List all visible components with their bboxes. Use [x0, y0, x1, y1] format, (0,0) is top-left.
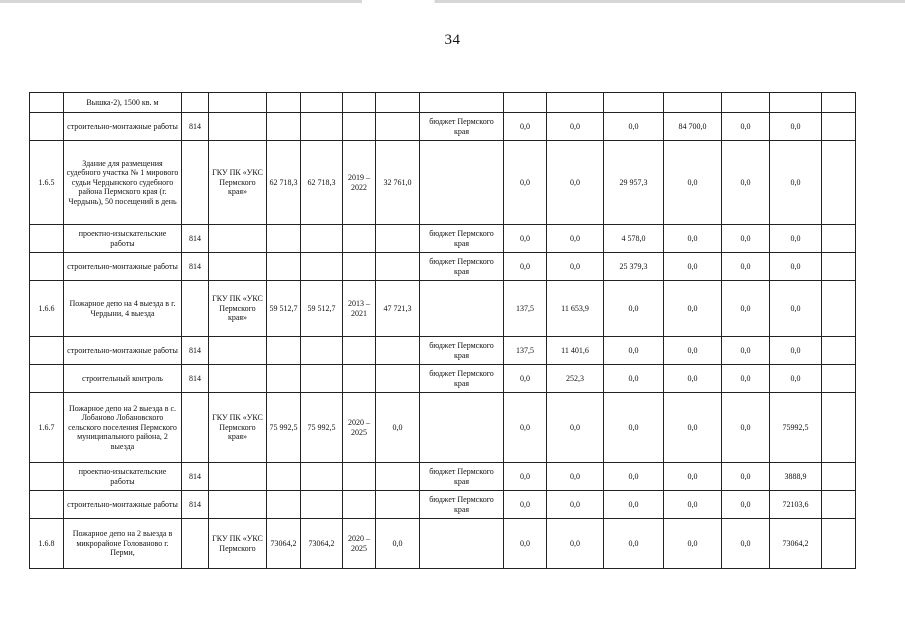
row-organization: ГКУ ПК «УКС Пермского	[209, 519, 267, 569]
row-year-4: 0,0	[664, 253, 722, 281]
row-value: 62 718,3	[301, 141, 343, 225]
row-value	[301, 225, 343, 253]
row-year-3	[604, 93, 664, 113]
row-cost	[267, 365, 301, 393]
row-year-5	[722, 93, 770, 113]
scan-edge	[0, 0, 905, 3]
row-year-1: 0,0	[504, 519, 547, 569]
row-code: 814	[182, 463, 209, 491]
row-id: 1.6.5	[30, 141, 64, 225]
row-year-7	[822, 463, 856, 491]
row-year-2: 0,0	[547, 141, 604, 225]
row-id	[30, 491, 64, 519]
row-year-5: 0,0	[722, 337, 770, 365]
row-year-4: 0,0	[664, 365, 722, 393]
row-year-6: 73064,2	[770, 519, 822, 569]
row-funding-source	[420, 141, 504, 225]
table-row	[30, 463, 856, 491]
row-year-1: 0,0	[504, 113, 547, 141]
row-year-7	[822, 519, 856, 569]
row-year-3: 4 578,0	[604, 225, 664, 253]
row-code: 814	[182, 337, 209, 365]
row-value: 59 512,7	[301, 281, 343, 337]
row-code: 814	[182, 113, 209, 141]
row-funding-source	[420, 93, 504, 113]
row-year-3: 29 957,3	[604, 141, 664, 225]
row-cost: 62 718,3	[267, 141, 301, 225]
row-amount-initial	[376, 113, 420, 141]
row-id: 1.6.7	[30, 393, 64, 463]
row-year-4: 0,0	[664, 463, 722, 491]
row-year-3: 0,0	[604, 281, 664, 337]
row-id	[30, 365, 64, 393]
row-year-2: 0,0	[547, 491, 604, 519]
row-funding-source: бюджет Пермского края	[420, 113, 504, 141]
row-amount-initial	[376, 337, 420, 365]
row-cost	[267, 463, 301, 491]
row-year-7	[822, 491, 856, 519]
row-year-3: 0,0	[604, 365, 664, 393]
row-amount-initial	[376, 491, 420, 519]
row-year-5: 0,0	[722, 113, 770, 141]
row-organization	[209, 113, 267, 141]
row-id	[30, 225, 64, 253]
row-year-6: 75992,5	[770, 393, 822, 463]
row-name: строительно-монтажные работы	[64, 253, 182, 281]
row-amount-initial: 0,0	[376, 519, 420, 569]
row-year-5: 0,0	[722, 225, 770, 253]
row-organization	[209, 253, 267, 281]
table-row	[30, 281, 856, 337]
row-period	[343, 365, 376, 393]
row-year-4: 84 700,0	[664, 113, 722, 141]
row-name: Здание для размещения судебного участка № 1 мирового судьи Чердынского судебного района Пермского края (г. Чердынь), 50 посещений в день	[64, 141, 182, 225]
row-organization: ГКУ ПК «УКС Пермского края»	[209, 393, 267, 463]
row-year-7	[822, 365, 856, 393]
row-organization	[209, 491, 267, 519]
row-name: проектно-изыскательские работы	[64, 463, 182, 491]
row-year-7	[822, 225, 856, 253]
row-cost	[267, 225, 301, 253]
row-organization	[209, 365, 267, 393]
table-row	[30, 141, 856, 225]
row-year-4: 0,0	[664, 141, 722, 225]
row-id	[30, 463, 64, 491]
row-year-6: 3888,9	[770, 463, 822, 491]
row-code	[182, 141, 209, 225]
row-code: 814	[182, 253, 209, 281]
budget-table	[29, 92, 856, 569]
table-row	[30, 93, 856, 113]
row-year-1: 0,0	[504, 463, 547, 491]
row-amount-initial: 47 721,3	[376, 281, 420, 337]
row-name: строительно-монтажные работы	[64, 337, 182, 365]
row-year-1: 0,0	[504, 253, 547, 281]
row-name: строительно-монтажные работы	[64, 113, 182, 141]
row-code	[182, 519, 209, 569]
row-year-3: 0,0	[604, 491, 664, 519]
row-period	[343, 93, 376, 113]
row-year-3: 0,0	[604, 463, 664, 491]
row-year-7	[822, 253, 856, 281]
table-row	[30, 393, 856, 463]
row-year-1: 0,0	[504, 365, 547, 393]
row-year-6: 0,0	[770, 253, 822, 281]
row-year-5: 0,0	[722, 393, 770, 463]
row-year-5: 0,0	[722, 365, 770, 393]
row-year-5: 0,0	[722, 141, 770, 225]
row-funding-source: бюджет Пермского края	[420, 337, 504, 365]
row-year-6: 0,0	[770, 141, 822, 225]
row-code: 814	[182, 491, 209, 519]
row-year-6: 0,0	[770, 281, 822, 337]
row-code: 814	[182, 225, 209, 253]
row-value	[301, 253, 343, 281]
row-year-3: 0,0	[604, 393, 664, 463]
row-value	[301, 491, 343, 519]
row-id	[30, 93, 64, 113]
row-period	[343, 337, 376, 365]
row-year-4: 0,0	[664, 337, 722, 365]
table-row	[30, 113, 856, 141]
row-year-7	[822, 393, 856, 463]
row-cost: 75 992,5	[267, 393, 301, 463]
row-year-3: 25 379,3	[604, 253, 664, 281]
row-year-3: 0,0	[604, 519, 664, 569]
row-year-7	[822, 113, 856, 141]
row-period	[343, 253, 376, 281]
row-amount-initial	[376, 93, 420, 113]
row-funding-source: бюджет Пермского края	[420, 463, 504, 491]
row-value: 75 992,5	[301, 393, 343, 463]
row-cost: 59 512,7	[267, 281, 301, 337]
table-row	[30, 225, 856, 253]
table-row	[30, 519, 856, 569]
row-year-6: 0,0	[770, 337, 822, 365]
row-year-6: 0,0	[770, 113, 822, 141]
row-amount-initial	[376, 225, 420, 253]
row-amount-initial: 0,0	[376, 393, 420, 463]
row-funding-source	[420, 281, 504, 337]
row-year-7	[822, 141, 856, 225]
row-year-4: 0,0	[664, 225, 722, 253]
table-row	[30, 365, 856, 393]
row-funding-source	[420, 519, 504, 569]
row-value	[301, 463, 343, 491]
row-year-2: 0,0	[547, 393, 604, 463]
row-period	[343, 463, 376, 491]
row-year-2: 0,0	[547, 253, 604, 281]
row-year-2: 0,0	[547, 225, 604, 253]
row-period: 2020 – 2025	[343, 393, 376, 463]
row-value	[301, 337, 343, 365]
row-organization	[209, 225, 267, 253]
table-row	[30, 491, 856, 519]
row-name: проектно-изыскательские работы	[64, 225, 182, 253]
row-year-2	[547, 93, 604, 113]
row-funding-source	[420, 393, 504, 463]
table-body	[30, 93, 856, 569]
row-year-1: 137,5	[504, 281, 547, 337]
row-cost	[267, 253, 301, 281]
row-cost	[267, 491, 301, 519]
row-organization	[209, 337, 267, 365]
row-year-1: 0,0	[504, 491, 547, 519]
row-year-5: 0,0	[722, 519, 770, 569]
row-year-7	[822, 93, 856, 113]
row-organization	[209, 93, 267, 113]
row-year-1: 137,5	[504, 337, 547, 365]
row-id: 1.6.8	[30, 519, 64, 569]
row-year-4: 0,0	[664, 491, 722, 519]
row-funding-source: бюджет Пермского края	[420, 365, 504, 393]
row-year-1: 0,0	[504, 393, 547, 463]
row-year-6: 0,0	[770, 225, 822, 253]
row-year-5: 0,0	[722, 281, 770, 337]
row-year-6: 72103,6	[770, 491, 822, 519]
row-value: 73064,2	[301, 519, 343, 569]
row-period	[343, 491, 376, 519]
row-organization	[209, 463, 267, 491]
row-period: 2019 – 2022	[343, 141, 376, 225]
row-year-1: 0,0	[504, 141, 547, 225]
row-period: 2020 – 2025	[343, 519, 376, 569]
row-year-4: 0,0	[664, 519, 722, 569]
row-funding-source: бюджет Пермского края	[420, 225, 504, 253]
row-name: Пожарное депо на 2 выезда в микрорайоне Голованово г. Перми,	[64, 519, 182, 569]
row-name: Пожарное депо на 2 выезда в с. Лобаново Лобановского сельского поселения Пермского муниципального района, 2 выезда	[64, 393, 182, 463]
row-id	[30, 337, 64, 365]
row-amount-initial	[376, 365, 420, 393]
row-id	[30, 253, 64, 281]
row-year-2: 0,0	[547, 463, 604, 491]
row-name: Пожарное депо на 4 выезда в г. Чердыни, 4 выезда	[64, 281, 182, 337]
row-year-3: 0,0	[604, 113, 664, 141]
row-year-5: 0,0	[722, 253, 770, 281]
row-name: строительно-монтажные работы	[64, 491, 182, 519]
row-code	[182, 93, 209, 113]
row-cost: 73064,2	[267, 519, 301, 569]
row-amount-initial: 32 761,0	[376, 141, 420, 225]
row-year-6: 0,0	[770, 365, 822, 393]
row-year-3: 0,0	[604, 337, 664, 365]
row-amount-initial	[376, 253, 420, 281]
row-year-5: 0,0	[722, 491, 770, 519]
table-row	[30, 337, 856, 365]
row-year-1	[504, 93, 547, 113]
row-period	[343, 225, 376, 253]
row-value	[301, 365, 343, 393]
row-year-6	[770, 93, 822, 113]
row-year-7	[822, 281, 856, 337]
row-name: строительный контроль	[64, 365, 182, 393]
row-funding-source: бюджет Пермского края	[420, 253, 504, 281]
row-id	[30, 113, 64, 141]
row-name: Вышка-2), 1500 кв. м	[64, 93, 182, 113]
row-funding-source: бюджет Пермского края	[420, 491, 504, 519]
table-row	[30, 253, 856, 281]
row-year-2: 11 401,6	[547, 337, 604, 365]
row-organization: ГКУ ПК «УКС Пермского края»	[209, 141, 267, 225]
row-year-7	[822, 337, 856, 365]
row-year-2: 0,0	[547, 113, 604, 141]
row-year-2: 0,0	[547, 519, 604, 569]
row-cost	[267, 93, 301, 113]
row-value	[301, 113, 343, 141]
row-year-1: 0,0	[504, 225, 547, 253]
row-year-5: 0,0	[722, 463, 770, 491]
row-code	[182, 281, 209, 337]
page-number: 34	[444, 32, 461, 48]
row-code	[182, 393, 209, 463]
row-organization: ГКУ ПК «УКС Пермского края»	[209, 281, 267, 337]
row-period	[343, 113, 376, 141]
row-id: 1.6.6	[30, 281, 64, 337]
row-year-4: 0,0	[664, 281, 722, 337]
row-cost	[267, 113, 301, 141]
row-period: 2013 – 2021	[343, 281, 376, 337]
row-value	[301, 93, 343, 113]
row-amount-initial	[376, 463, 420, 491]
row-year-2: 11 653,9	[547, 281, 604, 337]
row-code: 814	[182, 365, 209, 393]
row-year-4	[664, 93, 722, 113]
row-year-4: 0,0	[664, 393, 722, 463]
row-cost	[267, 337, 301, 365]
row-year-2: 252,3	[547, 365, 604, 393]
